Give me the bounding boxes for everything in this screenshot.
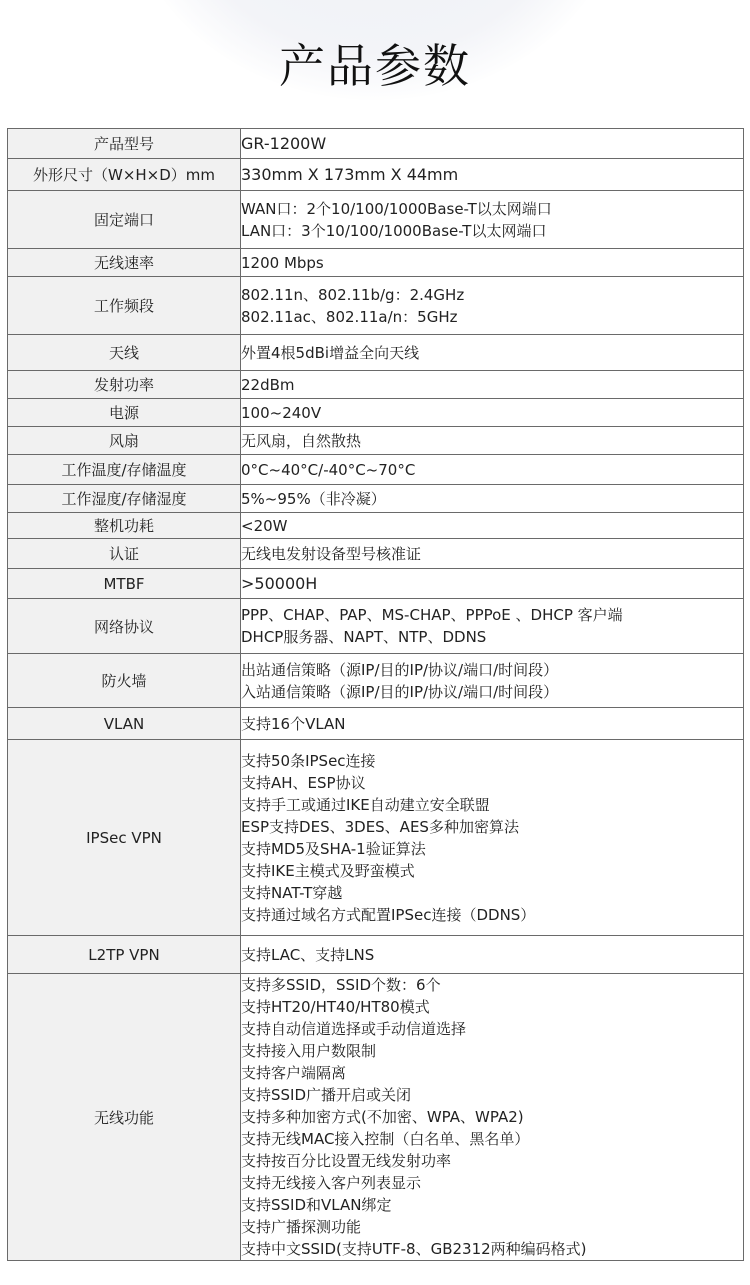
spec-value-line: 无风扇，自然散热 bbox=[241, 431, 362, 450]
spec-row bbox=[8, 427, 744, 455]
spec-table-body bbox=[8, 129, 744, 1261]
spec-value-cell bbox=[241, 708, 744, 740]
spec-label: 电源 bbox=[8, 399, 241, 427]
spec-value-line: 支持多种加密方式(不加密、WPA、WPA2) bbox=[241, 1108, 524, 1126]
spec-value-cell bbox=[241, 427, 744, 455]
spec-label: 风扇 bbox=[8, 427, 241, 455]
spec-row bbox=[8, 399, 744, 427]
spec-row bbox=[8, 159, 744, 191]
spec-value-line: 支持16个VLAN bbox=[241, 714, 346, 733]
spec-row bbox=[8, 371, 744, 399]
spec-value-cell bbox=[241, 485, 744, 513]
spec-label: 工作频段 bbox=[8, 277, 241, 335]
spec-value-cell bbox=[241, 455, 744, 485]
spec-value-cell bbox=[241, 599, 744, 654]
spec-value-cell bbox=[241, 335, 744, 371]
spec-row bbox=[8, 599, 744, 654]
spec-value-line: <20W bbox=[241, 516, 288, 535]
spec-label: 无线功能 bbox=[8, 974, 241, 1261]
spec-value-cell bbox=[241, 539, 744, 569]
spec-value-cell bbox=[241, 513, 744, 539]
spec-label: VLAN bbox=[8, 708, 241, 740]
spec-value-line: 支持50条IPSec连接 bbox=[241, 751, 376, 770]
spec-label: IPSec VPN bbox=[8, 740, 241, 936]
spec-label: 工作湿度/存储湿度 bbox=[8, 485, 241, 513]
spec-value-line: DHCP服务器、NAPT、NTP、DDNS bbox=[241, 628, 487, 646]
spec-value-line: 支持手工或通过IKE自动建立安全联盟 bbox=[241, 795, 490, 814]
spec-value-line: 支持无线MAC接入控制（白名单、黑名单） bbox=[241, 1130, 530, 1148]
spec-value-line: WAN口：2个10/100/1000Base-T以太网端口 bbox=[241, 199, 552, 218]
spec-value-line: 支持通过域名方式配置IPSec连接（DDNS） bbox=[241, 905, 536, 924]
spec-value-line: 支持中文SSID(支持UTF-8、GB2312两种编码格式) bbox=[241, 1240, 587, 1258]
page-title: 产品参数 bbox=[279, 39, 471, 93]
spec-label: 外形尺寸（W×H×D）mm bbox=[8, 159, 241, 191]
spec-row bbox=[8, 974, 744, 1261]
spec-value-line: 支持接入用户数限制 bbox=[241, 1042, 377, 1060]
spec-row bbox=[8, 708, 744, 740]
spec-value-line: PPP、CHAP、PAP、MS-CHAP、PPPoE 、DHCP 客户端 bbox=[241, 606, 623, 624]
spec-row bbox=[8, 455, 744, 485]
spec-value-line: 支持AH、ESP协议 bbox=[241, 773, 366, 792]
spec-row bbox=[8, 485, 744, 513]
spec-value-line: 支持NAT-T穿越 bbox=[241, 883, 343, 902]
spec-value-cell bbox=[241, 277, 744, 335]
spec-row bbox=[8, 249, 744, 277]
spec-value-cell bbox=[241, 936, 744, 974]
spec-value-line: 支持IKE主模式及野蛮模式 bbox=[241, 861, 415, 880]
spec-value-line: 出站通信策略（源IP/目的IP/协议/端口/时间段） bbox=[241, 660, 559, 679]
spec-label: 发射功率 bbox=[8, 371, 241, 399]
spec-value-line: 1200 Mbps bbox=[241, 253, 324, 272]
spec-label: 网络协议 bbox=[8, 599, 241, 654]
spec-label: L2TP VPN bbox=[8, 936, 241, 974]
spec-value-line: 支持LAC、支持LNS bbox=[241, 945, 375, 964]
spec-value-cell bbox=[241, 399, 744, 427]
spec-value-line: 802.11n、802.11b/g：2.4GHz bbox=[241, 285, 465, 304]
spec-row bbox=[8, 654, 744, 708]
spec-label: 认证 bbox=[8, 539, 241, 569]
spec-value-line: >50000H bbox=[241, 573, 318, 593]
spec-value-line: 支持按百分比设置无线发射功率 bbox=[241, 1152, 452, 1170]
spec-value-line: 支持SSID广播开启或关闭 bbox=[241, 1086, 412, 1104]
spec-row bbox=[8, 277, 744, 335]
spec-row bbox=[8, 129, 744, 159]
spec-value-line: 802.11ac、802.11a/n：5GHz bbox=[241, 307, 458, 326]
spec-value-line: 支持自动信道选择或手动信道选择 bbox=[241, 1020, 467, 1038]
spec-row bbox=[8, 539, 744, 569]
spec-value-cell bbox=[241, 371, 744, 399]
spec-value-line: 330mm X 173mm X 44mm bbox=[241, 164, 459, 184]
spec-value-cell bbox=[241, 974, 744, 1261]
spec-label: 整机功耗 bbox=[8, 513, 241, 539]
spec-row bbox=[8, 569, 744, 599]
spec-value-cell bbox=[241, 159, 744, 191]
spec-value-line: 支持无线接入客户列表显示 bbox=[241, 1174, 422, 1192]
spec-value-line: 5%~95%（非冷凝） bbox=[241, 489, 386, 508]
spec-value-cell bbox=[241, 129, 744, 159]
spec-row bbox=[8, 191, 744, 249]
spec-label: 工作温度/存储温度 bbox=[8, 455, 241, 485]
spec-value-line: 无线电发射设备型号核准证 bbox=[241, 544, 422, 563]
spec-label: 天线 bbox=[8, 335, 241, 371]
spec-value-line: 22dBm bbox=[241, 375, 295, 394]
spec-value-line: 支持多SSID，SSID个数：6个 bbox=[241, 976, 441, 994]
spec-value-line: 支持客户端隔离 bbox=[241, 1064, 347, 1082]
spec-label: 无线速率 bbox=[8, 249, 241, 277]
spec-label: 固定端口 bbox=[8, 191, 241, 249]
spec-table bbox=[7, 128, 744, 1261]
spec-value-line: 外置4根5dBi增益全向天线 bbox=[241, 343, 420, 362]
spec-label: 防火墙 bbox=[8, 654, 241, 708]
spec-row bbox=[8, 740, 744, 936]
spec-value-line: LAN口：3个10/100/1000Base-T以太网端口 bbox=[241, 221, 547, 240]
spec-value-line: 支持广播探测功能 bbox=[241, 1218, 362, 1236]
spec-value-line: 支持SSID和VLAN绑定 bbox=[241, 1196, 392, 1214]
spec-value-cell bbox=[241, 740, 744, 936]
spec-value-line: ESP支持DES、3DES、AES多种加密算法 bbox=[241, 817, 519, 836]
spec-value-line: 入站通信策略（源IP/目的IP/协议/端口/时间段） bbox=[241, 682, 559, 701]
spec-value-cell bbox=[241, 569, 744, 599]
spec-row bbox=[8, 335, 744, 371]
spec-value-cell bbox=[241, 654, 744, 708]
spec-label: MTBF bbox=[8, 569, 241, 599]
spec-row bbox=[8, 936, 744, 974]
spec-value-cell bbox=[241, 249, 744, 277]
spec-value-line: 0°C~40°C/-40°C~70°C bbox=[241, 460, 416, 479]
spec-value-line: 支持HT20/HT40/HT80模式 bbox=[241, 998, 430, 1016]
spec-value-line: GR-1200W bbox=[241, 133, 327, 153]
spec-label: 产品型号 bbox=[8, 129, 241, 159]
spec-value-line: 100~240V bbox=[241, 403, 322, 422]
spec-value-line: 支持MD5及SHA-1验证算法 bbox=[241, 839, 426, 858]
spec-row bbox=[8, 513, 744, 539]
spec-value-cell bbox=[241, 191, 744, 249]
